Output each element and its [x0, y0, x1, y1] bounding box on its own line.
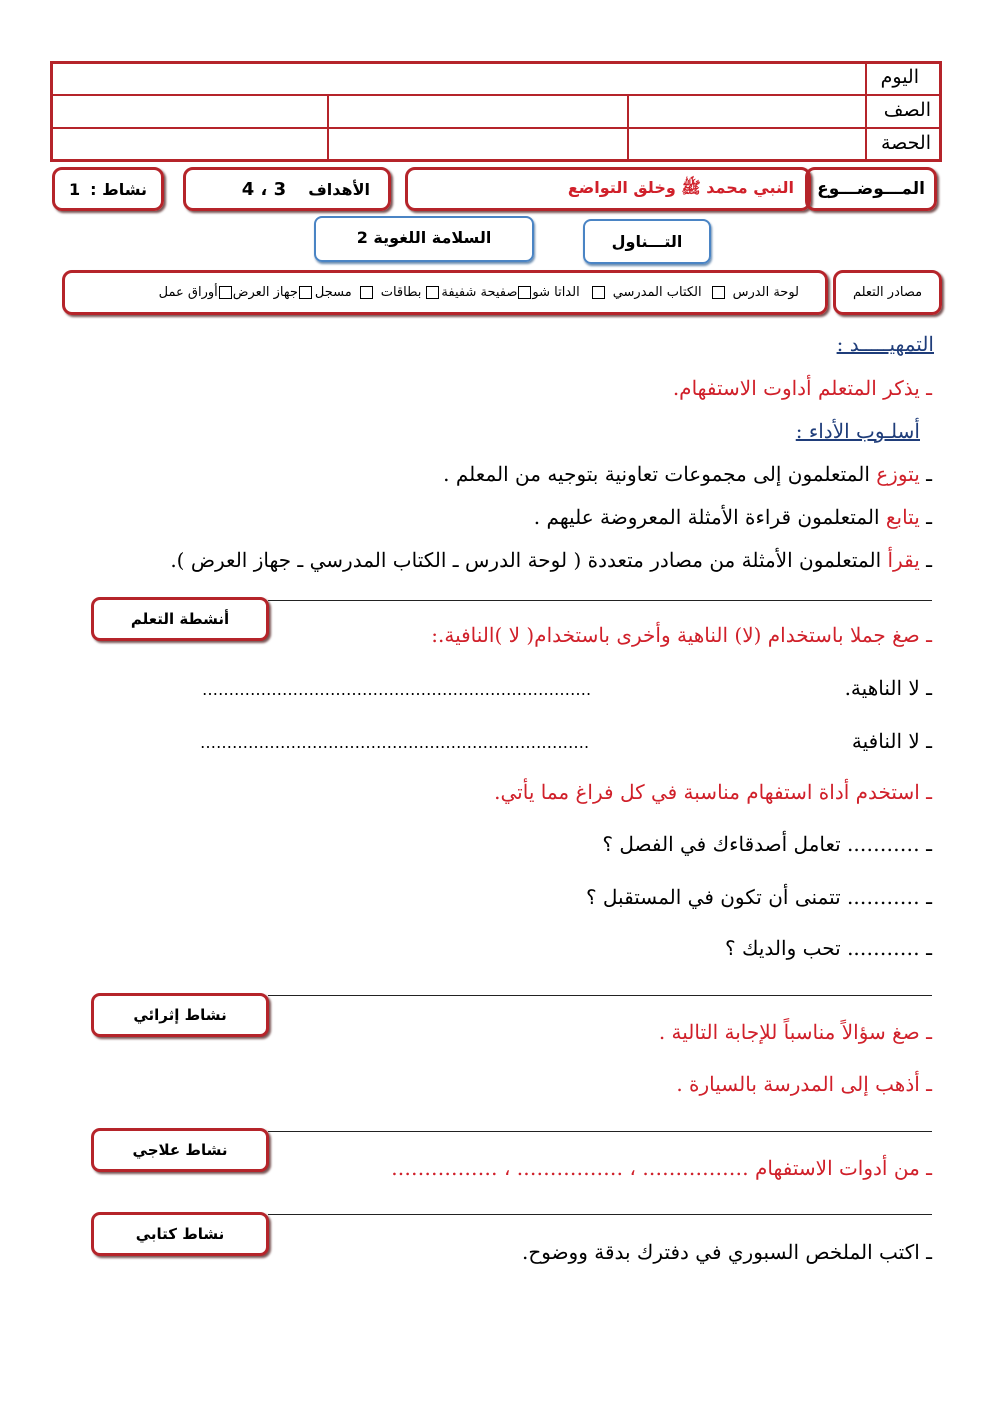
lesson-box	[314, 216, 534, 262]
col-divider	[627, 94, 629, 159]
learning-instruction-2: ـ استخدم أداة استفهام مناسبة في كل فراغ مما يأتي.	[494, 780, 932, 804]
lesson-label: التـــناول	[611, 232, 683, 251]
la-nafiya-blank: ……………………………………………………………….	[200, 733, 590, 752]
period-label: الحصة	[881, 132, 931, 154]
activity-label: نشاط :	[90, 179, 148, 199]
topic-value: النبي محمد ﷺ وخلق التواضع	[567, 177, 794, 197]
day-label: اليوم	[880, 66, 919, 88]
method-line-1: ـ يتوزع المتعلمون إلى مجموعات تعاونية بتوجيه من المعلم .	[443, 462, 932, 486]
verb-follow: يتابع	[885, 505, 920, 529]
writing-tag: نشاط كتابي	[91, 1212, 269, 1256]
method-line-3: ـ يقرأ المتعلمون الأمثلة من مصادر متعددة ( لوحة الدرس ـ الكتاب المدرسي ـ جهاز العرض ).	[170, 548, 932, 572]
col-divider	[327, 94, 329, 159]
checkbox-datashow[interactable]	[518, 286, 531, 299]
sources-box	[62, 270, 828, 315]
writing-line: ـ اكتب الملخص السبوري في دفترك بدقة ووضوح.	[521, 1240, 932, 1264]
la-nahiya-blank: ……………………………………………………………….	[202, 680, 592, 699]
checkbox-projector[interactable]	[219, 286, 232, 299]
section-divider	[268, 1214, 932, 1215]
enrichment-tag: نشاط إثرائي	[91, 993, 269, 1037]
section-divider	[268, 1131, 932, 1132]
source-projector: جهاز العرض	[232, 285, 298, 300]
enrichment-line-2: ـ أذهب إلى المدرسة بالسيارة .	[676, 1072, 932, 1096]
verb-read: يقرأ	[887, 548, 920, 572]
source-datashow: الداتا شو	[532, 285, 580, 300]
row-divider	[53, 127, 939, 129]
source-worksheets: أوراق عمل	[158, 285, 218, 300]
checkbox-textbook[interactable]	[592, 286, 605, 299]
col-divider	[865, 64, 867, 159]
method-line-2-text: المتعلمون قراءة الأمثلة المعروضة عليهم .	[533, 505, 886, 529]
question-2: ـ ……….. تتمنى أن تكون في المستقبل ؟	[585, 885, 932, 909]
lesson-label-box	[583, 219, 711, 264]
learning-instruction-1: ـ صغ جملا باستخدام (لا) الناهية وأخرى باستخدام( لا )النافية.:	[431, 623, 932, 647]
source-transparency: صفيحة شفيفة	[441, 285, 518, 300]
source-cards: بطاقات	[380, 285, 422, 300]
la-nafiya-label: ـ لا النافية	[851, 729, 932, 753]
class-label: الصف	[883, 99, 931, 121]
goals-box	[183, 167, 391, 211]
question-1: ـ ……….. تعامل أصدقاءك في الفصل ؟	[602, 832, 932, 856]
enrichment-line-1: ـ صغ سؤالاً مناسباً للإجابة التالية .	[658, 1020, 932, 1044]
section-divider	[268, 995, 932, 996]
sources-label: مصادر التعلم	[852, 285, 923, 300]
lesson-value: السلامة اللغوية 2	[356, 228, 492, 247]
activity-number: 1	[68, 179, 81, 199]
method-line-2: ـ يتابع المتعلمون قراءة الأمثلة المعروضة عليهم .	[533, 505, 932, 529]
method-heading: أسلـوب الأداء :	[795, 419, 920, 443]
topic-label-box	[805, 167, 937, 211]
remedial-line: ـ من أدوات الاستفهام ……………. ، ……………. ، …………….	[391, 1156, 932, 1180]
row-divider	[53, 94, 939, 96]
method-line-3-text: المتعلمون الأمثلة من مصادر متعددة ( لوحة الدرس ـ الكتاب المدرسي ـ جهاز العرض ).	[170, 548, 888, 572]
checkbox-transparency[interactable]	[426, 286, 439, 299]
topic-label: المـــوضـــوع	[817, 179, 925, 199]
goals-label: الأهداف	[308, 179, 370, 199]
method-line-1-text: المتعلمون إلى مجموعات تعاونية بتوجيه من المعلم .	[443, 462, 877, 486]
question-3: ـ ……….. تحب والديك ؟	[725, 936, 932, 960]
source-textbook: الكتاب المدرسي	[612, 285, 702, 300]
intro-line: ـ يذكر المتعلم أداوت الاستفهام.	[672, 376, 932, 400]
source-recorder: مسجل	[314, 285, 352, 300]
checkbox-lesson-board[interactable]	[712, 286, 725, 299]
topic-box	[405, 167, 811, 211]
learning-activities-tag: أنشطة التعلم	[91, 597, 269, 641]
goals-value: 3 ، 4	[241, 178, 287, 200]
intro-heading: التمهيـــــد :	[836, 332, 934, 356]
checkbox-recorder[interactable]	[299, 286, 312, 299]
checkbox-cards[interactable]	[360, 286, 373, 299]
header-table	[50, 61, 942, 162]
activity-box	[52, 167, 164, 211]
section-divider	[268, 600, 932, 601]
la-nahiya-label: ـ لا الناهية.	[844, 676, 932, 700]
remedial-tag: نشاط علاجي	[91, 1128, 269, 1172]
verb-distribute: يتوزع	[876, 462, 920, 486]
sources-label-box	[833, 270, 942, 315]
source-lesson-board: لوحة الدرس	[732, 285, 799, 300]
